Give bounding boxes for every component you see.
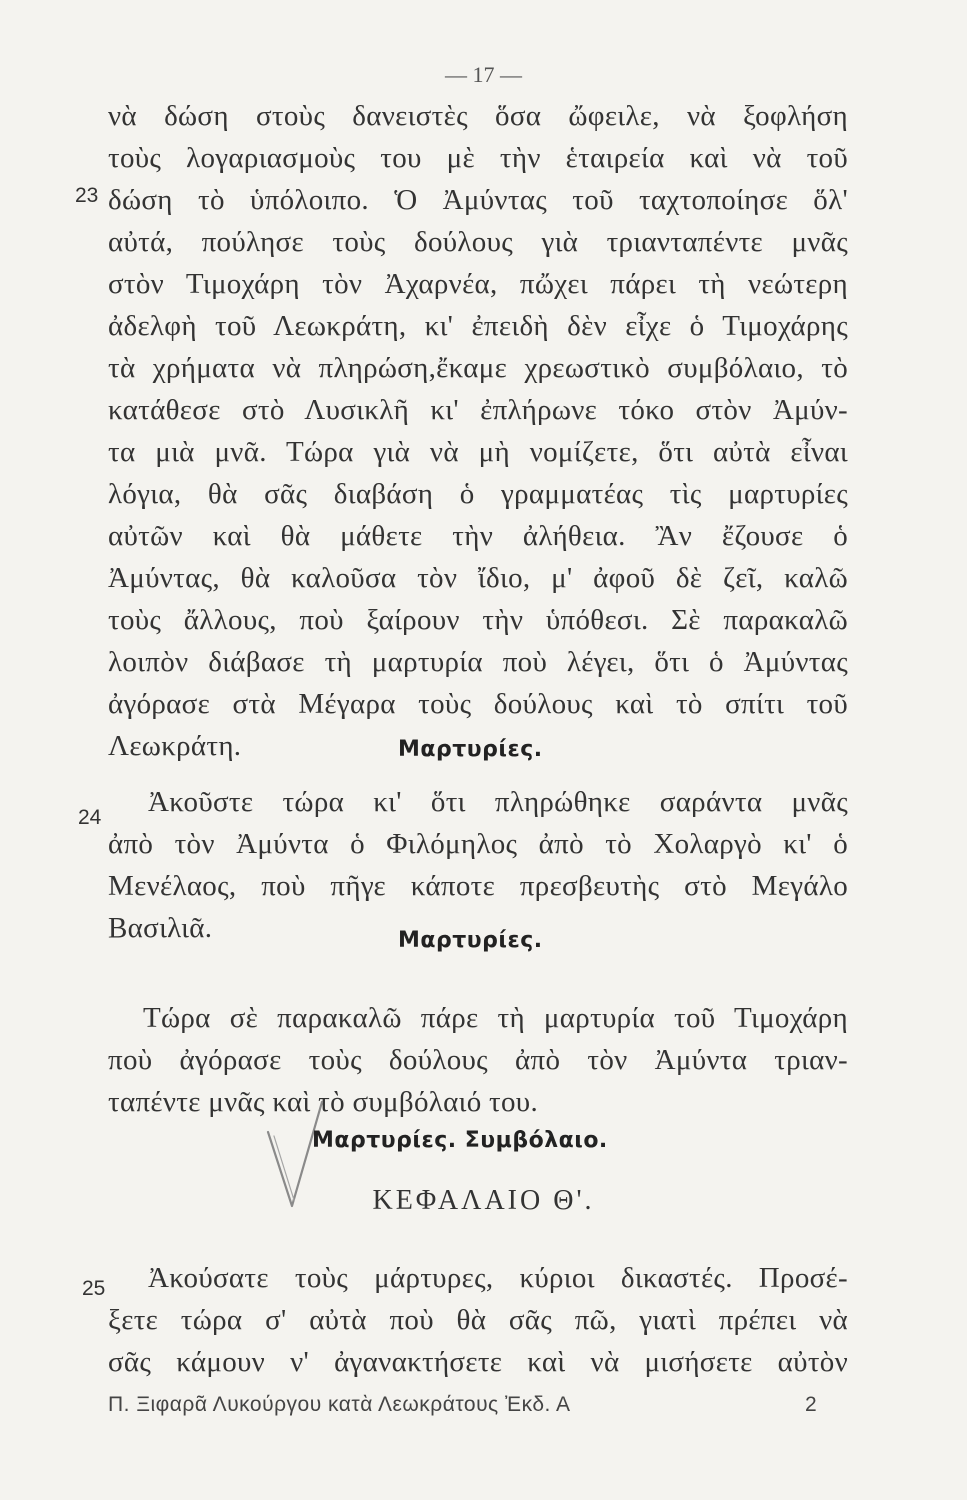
text-line: ταπέντε μνᾶς καὶ τὸ συμβόλαιό του. [108,1086,539,1118]
text-line: Λεωκράτη. [108,730,242,762]
text-line: Βασιλιᾶ. [108,912,213,944]
testimony-heading: Μαρτυρίες. [398,737,543,762]
testimony-heading: Μαρτυρίες. [398,928,543,953]
signature-mark: 2 [805,1393,817,1416]
section-number: 23 [75,184,99,207]
text-line: τοὺς ἄλλους, ποὺ ξαίρουν τὴν ὑπόθεσι. Σὲ παρακαλῶ [108,604,848,636]
text-line: ποὺ ἀγόρασε τοὺς δούλους ἀπὸ τὸν Ἀμύντα τριαν- [108,1044,848,1076]
text-line: Μενέλαος, ποὺ πῆγε κάποτε πρεσβευτὴς στὸ Μεγάλο [108,870,848,902]
text-line: αὐτά, πούλησε τοὺς δούλους γιὰ τριανταπέντε μνᾶς [108,226,848,258]
text-line: στὸν Τιμοχάρη τὸν Ἀχαρνέα, πὤχει πάρει τὴ νεώτερη [108,268,848,300]
section-number: 24 [78,806,102,829]
footer-imprint: Π. Ξιφαρᾶ Λυκούργου κατὰ Λεωκράτους Ἐκδ. Α [108,1393,571,1416]
text-line: Ἀμύντας, θὰ καλοῦσα τὸν ἴδιο, μ' ἀφοῦ δὲ ζεῖ, καλῶ [108,562,848,594]
text-line: δώση τὸ ὑπόλοιπο. Ὁ Ἀμύντας τοῦ ταχτοποίησε ὅλ' [108,184,848,216]
page-number: — 17 — [445,62,522,87]
text-line: Ἀκοῦστε τώρα κι' ὅτι πληρώθηκε σαράντα μνᾶς [148,786,848,818]
text-line: ἀπὸ τὸν Ἀμύντα ὁ Φιλόμηλος ἀπὸ τὸ Χολαργὸ κι' ὁ [108,828,848,860]
text-line: ξετε τώρα σ' αὐτὰ ποὺ θὰ σᾶς πῶ, γιατὶ πρέπει νὰ [108,1304,848,1336]
text-line: σᾶς κάμουν ν' ἀγανακτήσετε καὶ νὰ μισήσετε αὐτὸν [108,1346,848,1378]
chapter-title: ΚΕΦΑΛΑΙΟ Θ'. [372,1185,595,1216]
text-line: τα μιὰ μνᾶ. Τώρα γιὰ νὰ μὴ νομίζετε, ὅτι αὐτὰ εἶναι [108,436,848,468]
testimony-contract-heading: Μαρτυρίες. Συμβόλαιο. [312,1128,608,1153]
text-line: ἀγόρασε στὰ Μέγαρα τοὺς δούλους καὶ τὸ σπίτι τοῦ [108,688,848,720]
section-number: 25 [82,1277,106,1300]
text-line: λόγια, θὰ σᾶς διαβάση ὁ γραμματέας τὶς μαρτυρίες [108,478,848,510]
text-line: κατάθεσε στὸ Λυσικλῆ κι' ἐπλήρωνε τόκο στὸν Ἀμύν- [108,394,848,426]
text-line: Ἀκούσατε τοὺς μάρτυρες, κύριοι δικαστές. Προσέ- [148,1262,848,1294]
text-line: Τώρα σὲ παρακαλῶ πάρε τὴ μαρτυρία τοῦ Τιμοχάρη [143,1002,848,1034]
text-line: νὰ δώση στοὺς δανειστὲς ὅσα ὤφειλε, νὰ ξοφλήση [108,100,848,132]
text-line: τὰ χρήματα νὰ πληρώση,ἔκαμε χρεωστικὸ συμβόλαιο, τὸ [108,352,848,384]
text-line: λοιπὸν διάβασε τὴ μαρτυρία ποὺ λέγει, ὅτι ὁ Ἀμύντας [108,646,848,678]
text-line: ἀδελφὴ τοῦ Λεωκράτη, κι' ἐπειδὴ δὲν εἶχε ὁ Τιμοχάρης [108,310,848,342]
text-line: αὐτῶν καὶ θὰ μάθετε τὴν ἀλήθεια. Ἂν ἔζουσε ὁ [108,520,848,552]
text-line: τοὺς λογαριασμοὺς του μὲ τὴν ἑταιρεία καὶ νὰ τοῦ [108,142,848,174]
